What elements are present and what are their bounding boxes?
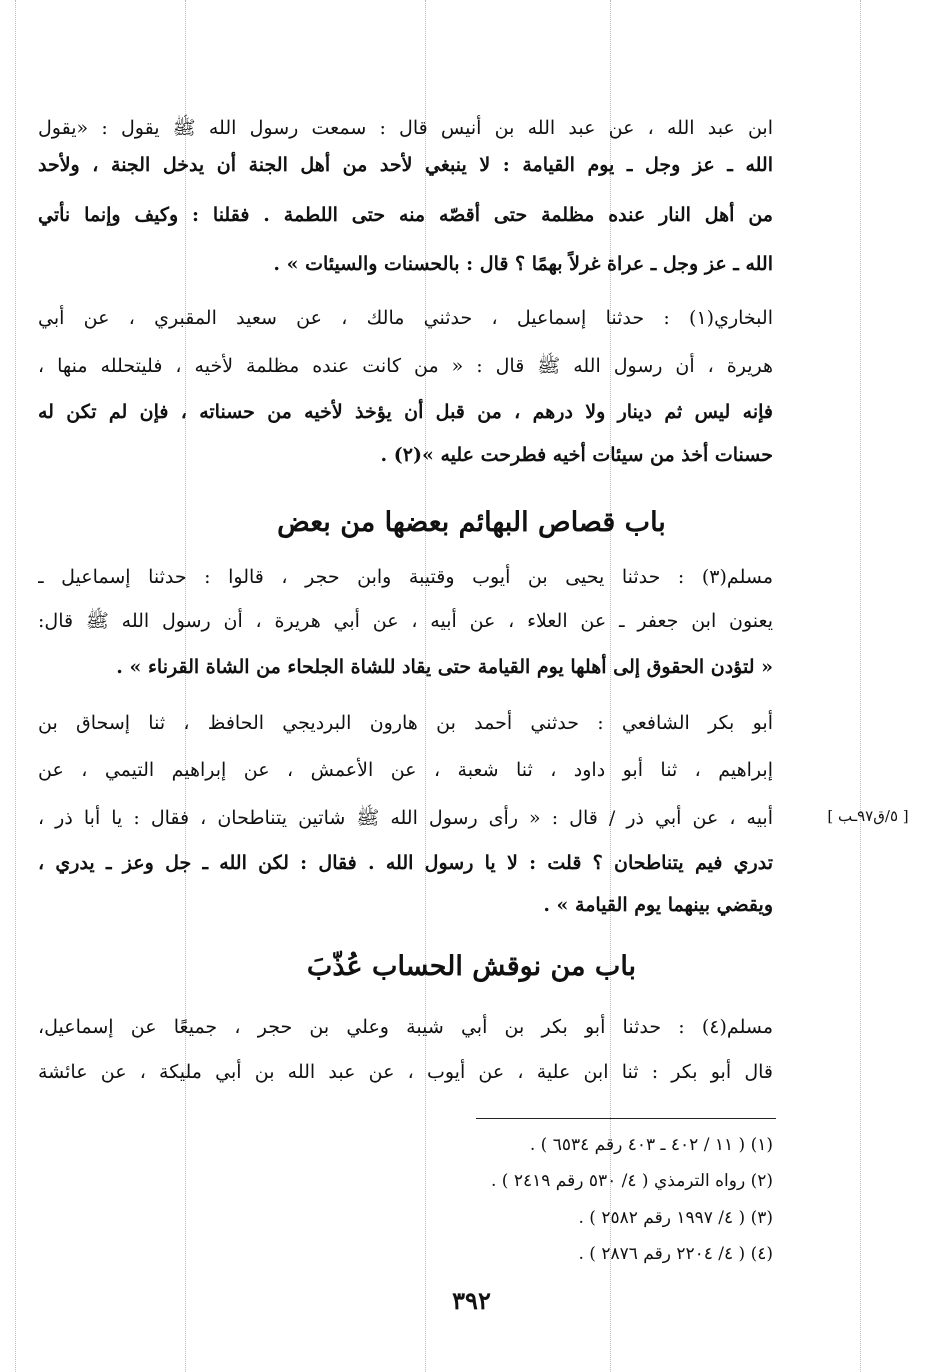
text-line: الله ـ عز وجل ـ يوم القيامة : لا ينبغي لأحد من أهل الجنة أن يدخل الجنة ، ولأحد: [38, 154, 773, 176]
text-line: حسنات أخذ من سيئات أخيه فطرحت عليه »(٢) .: [380, 444, 773, 466]
text-line: قال أبو بكر : ثنا ابن علية ، عن أيوب ، عن عبد الله بن أبي مليكة ، عن عائشة: [38, 1061, 773, 1083]
scan-guide-line: [860, 0, 861, 1372]
text-line: أبو بكر الشافعي : حدثني أحمد بن هارون البرديجي الحافظ ، ثنا إسحاق بن: [38, 712, 773, 734]
text-line: مسلم(٣) : حدثنا يحيى بن أيوب وقتيبة وابن حجر ، قالوا : حدثنا إسماعيل ـ: [38, 566, 773, 588]
section-heading: باب قصاص البهائم بعضها من بعض: [277, 507, 666, 538]
footnote: (٢) رواه الترمذي ( ٤/ ٥٣٠ رقم ٢٤١٩ ) .: [491, 1171, 773, 1191]
text-line: الله ـ عز وجل ـ عراة غرلاً بهمًا ؟ قال : بالحسنات والسيئات » .: [273, 253, 773, 275]
section-heading: باب من نوقش الحساب عُذّبَ: [306, 951, 637, 982]
text-line: إبراهيم ، ثنا أبو داود ، ثنا شعبة ، عن الأعمش ، عن إبراهيم التيمي ، عن: [38, 759, 773, 781]
manuscript-folio-note: [ ٥/ق٩٧ـب ]: [827, 807, 909, 825]
footnote: (١) ( ١١ / ٤٠٢ ـ ٤٠٣ رقم ٦٥٣٤ ) .: [529, 1135, 773, 1155]
text-line: فإنه ليس ثم دينار ولا درهم ، من قبل أن يؤخذ لأخيه من حسناته ، فإن لم تكن له: [38, 401, 773, 423]
text-line: أبيه ، عن أبي ذر / قال : « رأى رسول الله ﷺ شاتين يتناطحان ، فقال : يا أبا ذر ،: [38, 807, 773, 829]
scan-guide-line: [15, 0, 16, 1372]
text-line: ابن عبد الله ، عن عبد الله بن أنيس قال : سمعت رسول الله ﷺ يقول : «يقول: [38, 117, 773, 139]
text-line: ويقضي بينهما يوم القيامة » .: [543, 894, 773, 916]
page-number: ٣٩٢: [452, 1286, 491, 1315]
text-line: البخاري(١) : حدثنا إسماعيل ، حدثني مالك ، عن سعيد المقبري ، عن أبي: [38, 307, 773, 329]
text-line: من أهل النار عنده مظلمة حتى أقصّه منه حتى اللطمة . فقلنا : وكيف وإنما نأتي: [38, 204, 773, 226]
text-line: « لتؤدن الحقوق إلى أهلها يوم القيامة حتى يقاد للشاة الجلحاء من الشاة القرناء » .: [116, 656, 773, 678]
footnote: (٤) ( ٤/ ٢٢٠٤ رقم ٢٨٧٦ ) .: [578, 1244, 773, 1264]
footnote: (٣) ( ٤/ ١٩٩٧ رقم ٢٥٨٢ ) .: [578, 1208, 773, 1228]
text-line: تدري فيم يتناطحان ؟ قلت : لا يا رسول الله . فقال : لكن الله ـ جل وعز ـ يدري ،: [38, 852, 773, 874]
text-line: مسلم(٤) : حدثنا أبو بكر بن أبي شيبة وعلي بن حجر ، جميعًا عن إسماعيل،: [38, 1016, 773, 1038]
footnote-separator: [476, 1118, 776, 1119]
text-line: هريرة ، أن رسول الله ﷺ قال : « من كانت عنده مظلمة لأخيه ، فليتحلله منها ،: [38, 355, 773, 377]
text-line: يعنون ابن جعفر ـ عن العلاء ، عن أبيه ، عن أبي هريرة ، أن رسول الله ﷺ قال:: [38, 610, 773, 632]
